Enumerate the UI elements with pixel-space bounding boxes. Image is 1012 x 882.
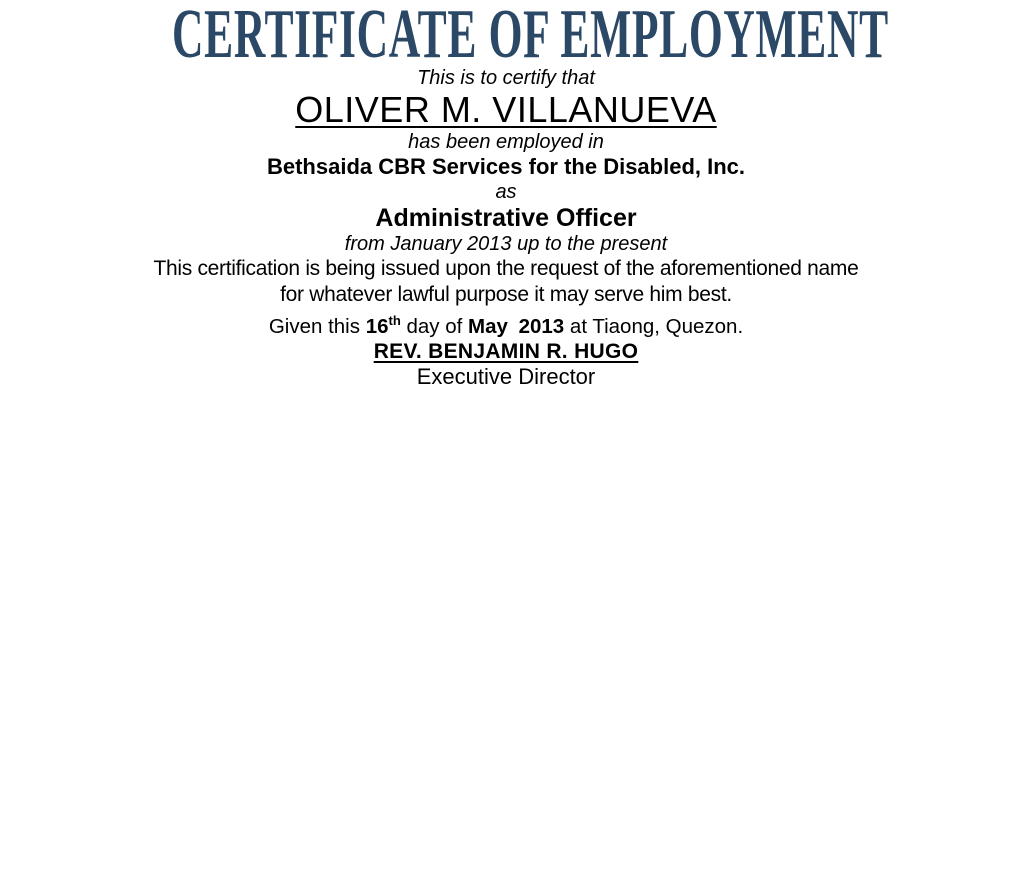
employment-period: from January 2013 up to the present (344, 233, 668, 255)
issuance-line (0, 308, 1012, 339)
issuance-middle: day of (400, 314, 469, 338)
purpose-line-1: This certification is being issued upon the request of the aforementioned name (153, 257, 859, 280)
issuance-prefix: Given this (268, 314, 366, 338)
employee-name: OLIVER M. VILLANUEVA (295, 89, 717, 130)
company-name: Bethsaida CBR Services for the Disabled, Inc. (266, 154, 746, 179)
certificate-title: CERTIFICATE OF EMPLOYMENT (172, 0, 889, 74)
issuance-day: 16 (365, 314, 389, 338)
position-title: Administrative Officer (375, 204, 637, 232)
signatory-title: Executive Director (416, 363, 596, 389)
issuance-month-year: May 2013 (468, 314, 565, 338)
as-line: as (495, 181, 517, 203)
employed-line: has been employed in (408, 131, 604, 153)
purpose-paragraph (0, 256, 1012, 308)
signatory-name: REV. BENJAMIN R. HUGO (373, 339, 639, 363)
issuance-day-ordinal: th (388, 313, 401, 328)
issuance-suffix: at Tiaong, Quezon. (564, 314, 744, 338)
purpose-line-2: for whatever lawful purpose it may serve him best. (280, 283, 732, 306)
signature-block (0, 339, 1012, 389)
intro-line: This is to certify that (417, 67, 595, 89)
